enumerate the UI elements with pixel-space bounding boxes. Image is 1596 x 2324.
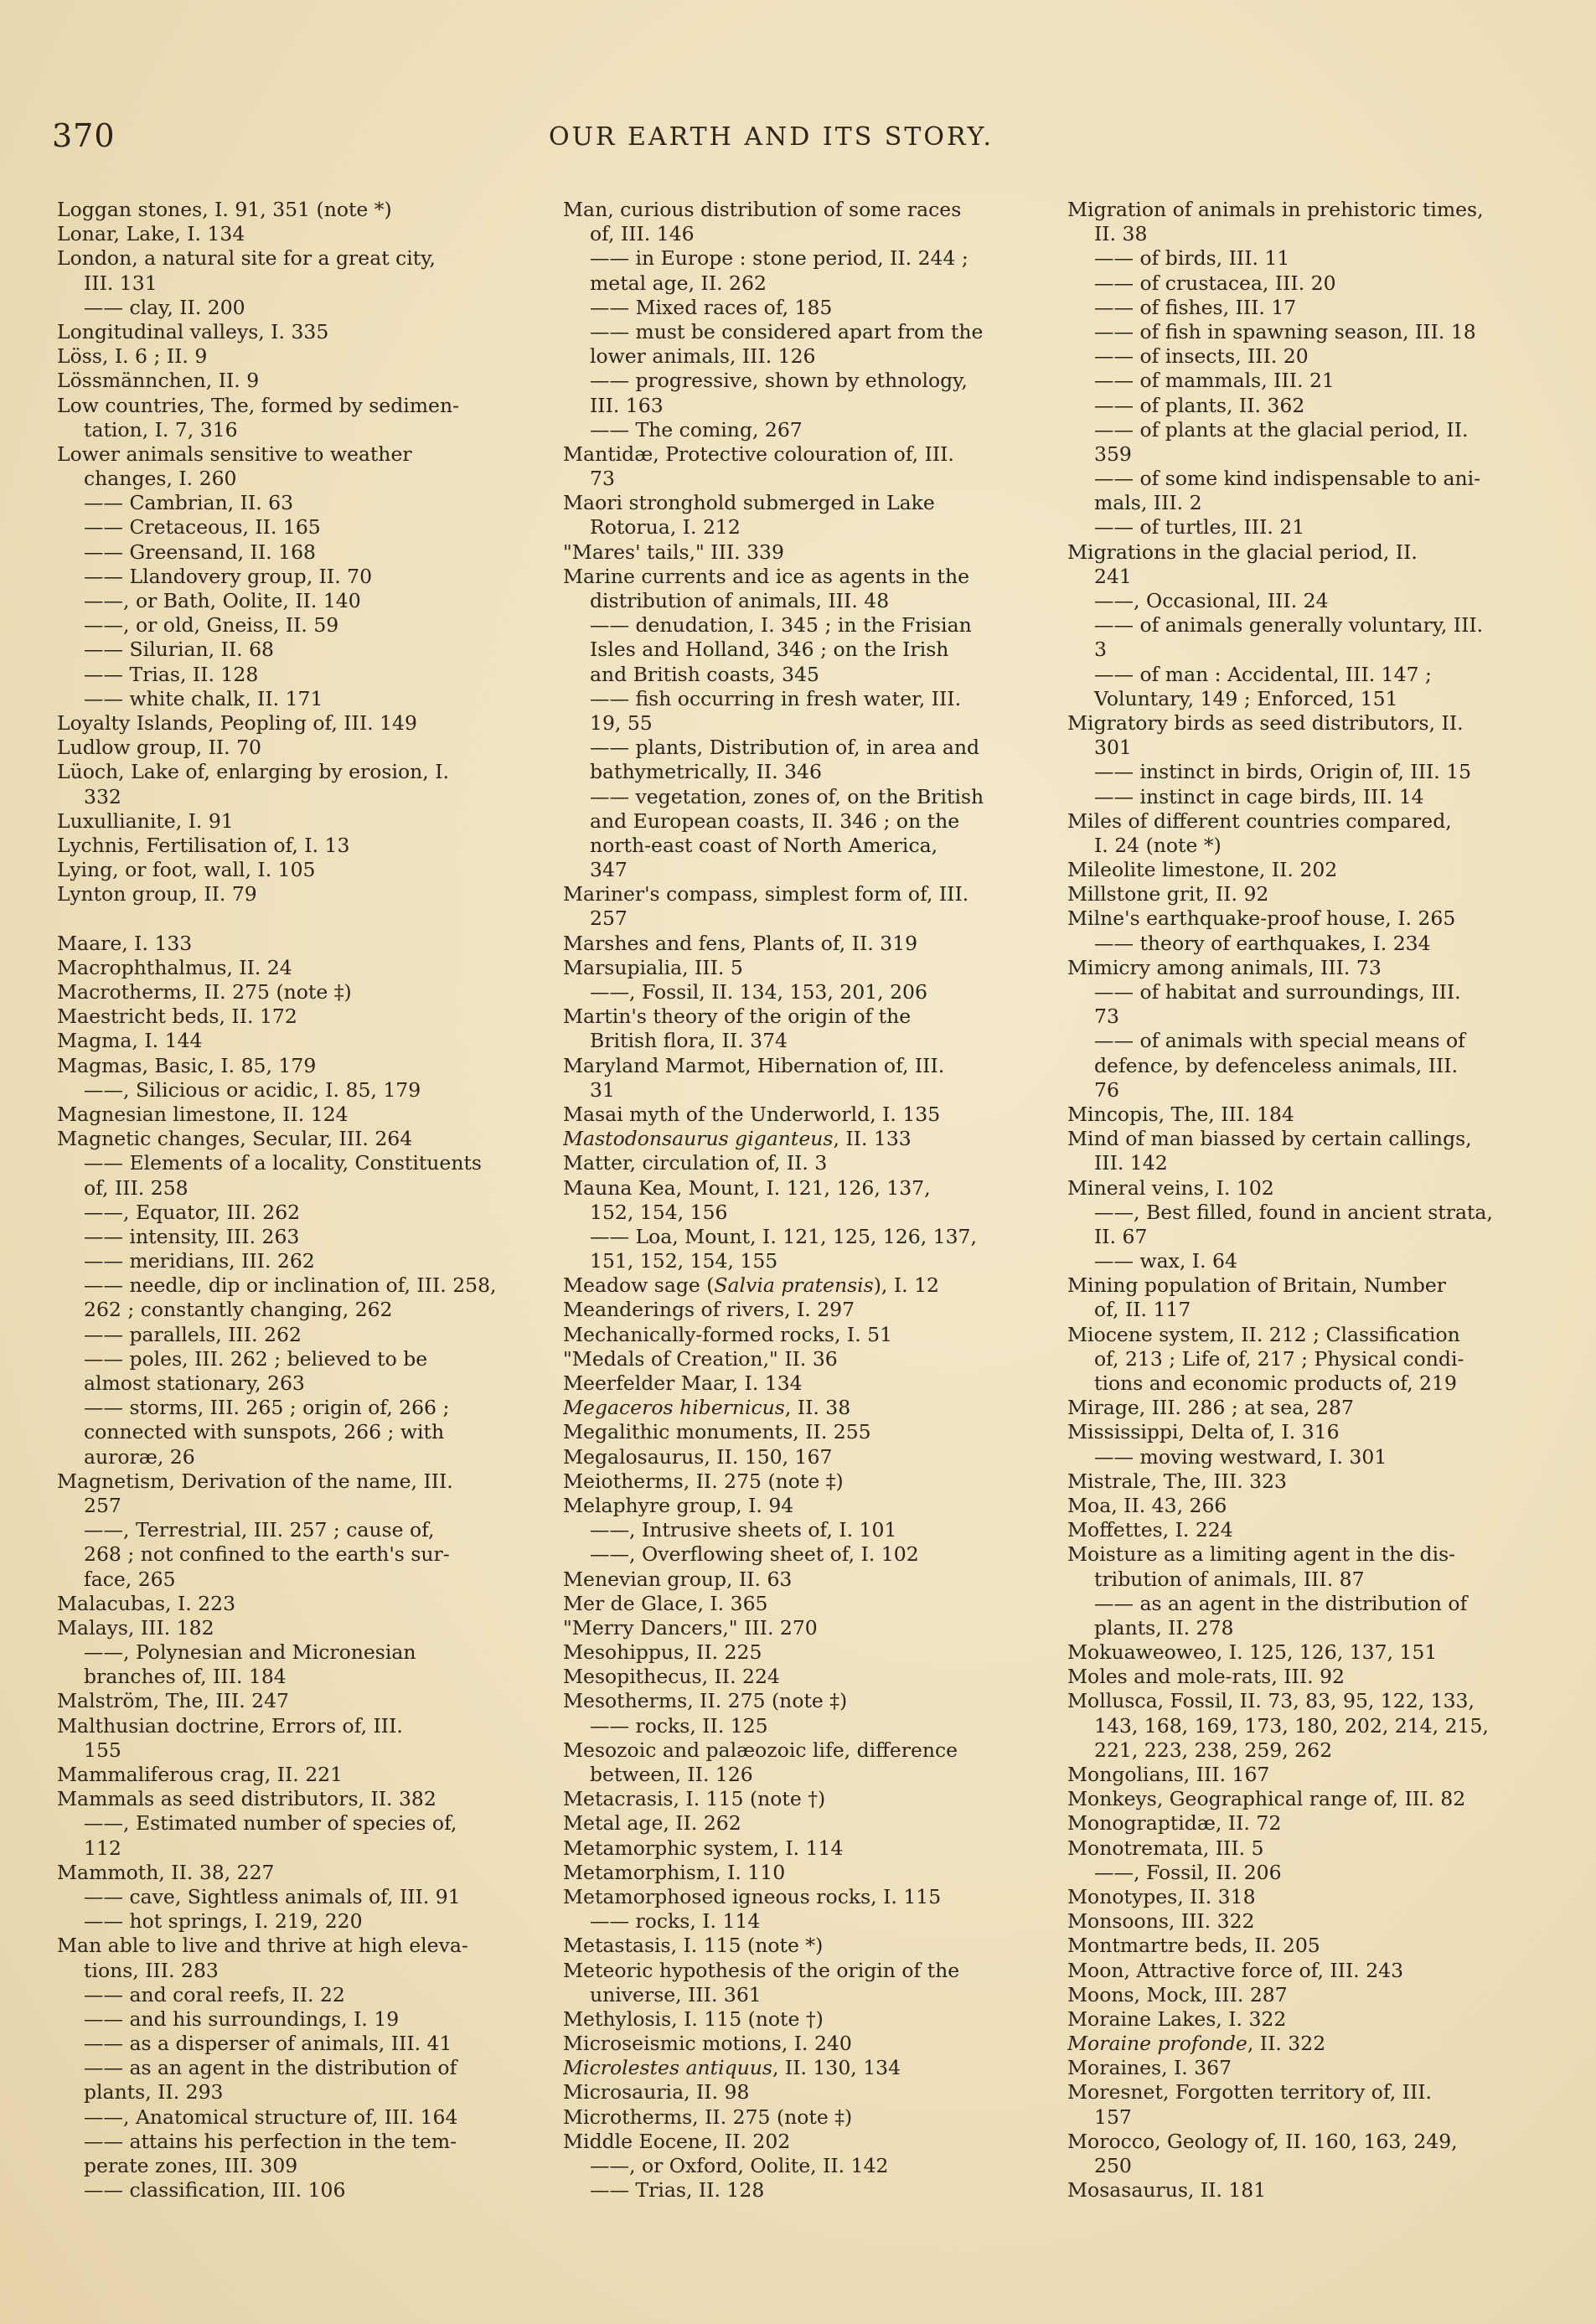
index-entry: ——, Equator, III. 262 <box>84 1200 301 1224</box>
index-entry: Löss, I. 6 ; II. 9 <box>57 344 208 369</box>
index-column-3 <box>1067 198 1532 2225</box>
index-entry: 143, 168, 169, 173, 180, 202, 214, 215, <box>1094 1713 1489 1738</box>
index-entry: Metastasis, I. 115 (note *) <box>563 1934 824 1958</box>
index-entry: Meerfelder Maar, I. 134 <box>563 1371 803 1395</box>
index-entry: Mammoth, II. 38, 227 <box>57 1860 275 1884</box>
index-entry: Lynton group, II. 79 <box>57 882 257 906</box>
index-entry: tation, I. 7, 316 <box>84 417 238 442</box>
index-entry: —— as an agent in the distribution of <box>84 2056 457 2080</box>
index-entry: "Mares' tails," III. 339 <box>563 540 784 564</box>
index-entry: tions and economic products of, 219 <box>1094 1371 1457 1395</box>
index-entry: —— Cretaceous, II. 165 <box>84 515 321 540</box>
index-entry: perate zones, III. 309 <box>84 2154 298 2177</box>
index-entry: British flora, II. 374 <box>590 1029 788 1053</box>
index-entry: Magnetic changes, Secular, III. 264 <box>57 1127 413 1151</box>
index-entry: Mineral veins, I. 102 <box>1067 1175 1274 1200</box>
index-entry: —— poles, III. 262 ; believed to be <box>84 1346 428 1371</box>
index-entry: Maare, I. 133 <box>57 931 193 955</box>
index-entry: ——, Polynesian and Micronesian <box>84 1640 416 1665</box>
index-entry: —— and his surroundings, I. 19 <box>84 2006 400 2031</box>
index-entry: 241 <box>1094 564 1132 588</box>
index-entry: 151, 152, 154, 155 <box>590 1249 778 1273</box>
entry-italic-name: Salvia pratensis <box>714 1273 874 1298</box>
page-header <box>0 117 1596 168</box>
index-entry: —— attains his perfection in the tem- <box>84 2129 457 2153</box>
index-entry: Melaphyre group, I. 94 <box>563 1493 794 1517</box>
index-entry: —— Silurian, II. 68 <box>84 638 274 662</box>
index-entry: Millstone grit, II. 92 <box>1067 882 1269 906</box>
index-entry: —— of animals generally voluntary, III. <box>1094 613 1484 638</box>
index-entry: tribution of animals, III. 87 <box>1094 1567 1365 1591</box>
index-entry: —— theory of earthquakes, I. 234 <box>1094 931 1431 955</box>
index-entry: Mauna Kea, Mount, I. 121, 126, 137, <box>563 1175 931 1200</box>
index-entry: —— of habitat and surroundings, III. <box>1094 980 1461 1004</box>
index-entry: mals, III. 2 <box>1094 491 1202 515</box>
index-entry: 157 <box>1094 2105 1132 2129</box>
index-entry: Monkeys, Geographical range of, III. 82 <box>1067 1787 1466 1811</box>
entry-italic-name: Mastodonsaurus giganteus <box>563 1127 834 1151</box>
index-entry: Mesozoic and palæozoic life, difference <box>563 1738 958 1762</box>
index-entry: London, a natural site for a great city, <box>57 246 436 271</box>
index-entry: ——, Intrusive sheets of, I. 101 <box>590 1518 897 1542</box>
index-entry: —— of crustacea, III. 20 <box>1094 271 1336 295</box>
index-entry: III. 131 <box>84 271 158 295</box>
index-entry: —— meridians, III. 262 <box>84 1249 315 1273</box>
index-entry: ——, Terrestrial, III. 257 ; cause of, <box>84 1518 435 1542</box>
index-entry: Microtherms, II. 275 (note ‡) <box>563 2105 853 2129</box>
index-entry: tions, III. 283 <box>84 1958 219 1982</box>
index-entry: 73 <box>1094 1004 1119 1029</box>
index-entry: Moa, II. 43, 266 <box>1067 1493 1227 1517</box>
index-entry: —— white chalk, II. 171 <box>84 686 323 710</box>
index-entry: —— intensity, III. 263 <box>84 1224 300 1248</box>
index-entry: plants, II. 278 <box>1094 1615 1234 1640</box>
index-entry: Loggan stones, I. 91, 351 (note *) <box>57 198 392 221</box>
index-entry: —— hot springs, I. 219, 220 <box>84 1909 363 1934</box>
index-entry: 221, 223, 238, 259, 262 <box>1094 1738 1333 1762</box>
index-entry: Migratory birds as seed distributors, II. <box>1067 710 1464 735</box>
index-entry: Monotypes, II. 318 <box>1067 1884 1256 1908</box>
index-entry: ——, Fossil, II. 206 <box>1094 1860 1282 1884</box>
index-column-1 <box>57 198 522 2225</box>
entry-italic-name: Microlestes antiquus <box>563 2056 772 2080</box>
index-entry: Isles and Holland, 346 ; on the Irish <box>590 638 949 662</box>
index-entry: —— vegetation, zones of, on the British <box>590 784 984 808</box>
index-entry: 257 <box>590 906 628 931</box>
index-entry: 152, 154, 156 <box>590 1200 728 1224</box>
index-entry: Miocene system, II. 212 ; Classification <box>1067 1322 1460 1346</box>
index-entry: 31 <box>590 1077 615 1102</box>
index-entry: Voluntary, 149 ; Enforced, 151 <box>1094 686 1398 710</box>
index-entry: —— of turtles, III. 21 <box>1094 515 1305 540</box>
entry-italic-name: Moraine profonde <box>1067 2032 1247 2056</box>
index-entry: Matter, circulation of, II. 3 <box>563 1151 828 1175</box>
index-entry: defence, by defenceless animals, III. <box>1094 1053 1459 1077</box>
index-entry: Malays, III. 182 <box>57 1615 214 1640</box>
index-entry: ——, Silicious or acidic, I. 85, 179 <box>84 1077 421 1102</box>
index-entry: ——, or Oxford, Oolite, II. 142 <box>590 2154 889 2177</box>
index-entry: Lying, or foot, wall, I. 105 <box>57 858 316 882</box>
index-entry: —— instinct in cage birds, III. 14 <box>1094 784 1424 808</box>
index-entry: changes, I. 260 <box>84 467 237 491</box>
index-entry: 257 <box>84 1493 121 1517</box>
index-entry: —— classification, III. 106 <box>84 2178 346 2203</box>
index-entry: —— Elements of a locality, Constituents <box>84 1151 482 1175</box>
index-entry: 347 <box>590 858 628 882</box>
index-entry: —— cave, Sightless animals of, III. 91 <box>84 1884 461 1908</box>
index-entry: Mariner's compass, simplest form of, III. <box>563 882 969 906</box>
index-entry: Lower animals sensitive to weather <box>57 442 412 466</box>
index-entry: Marine currents and ice as agents in the <box>563 564 970 588</box>
index-entry: north-east coast of North America, <box>590 833 938 857</box>
index-entry: Mechanically-formed rocks, I. 51 <box>563 1322 893 1346</box>
index-entry: Lössmännchen, II. 9 <box>57 369 260 393</box>
index-entry: 155 <box>84 1738 121 1762</box>
index-entry: Magnetism, Derivation of the name, III. <box>57 1469 453 1493</box>
index-entry: —— of man : Accidental, III. 147 ; <box>1094 662 1432 686</box>
index-entry: Middle Eocene, II. 202 <box>563 2129 791 2153</box>
index-entry: —— as an agent in the distribution of <box>1094 1591 1468 1615</box>
index-entry: Mimicry among animals, III. 73 <box>1067 955 1382 979</box>
index-entry: Moons, Mock, III. 287 <box>1067 1982 1288 2006</box>
index-entry: Mammaliferous crag, II. 221 <box>57 1763 343 1786</box>
index-entry: Lonar, Lake, I. 134 <box>57 222 245 246</box>
index-entry: Metal age, II. 262 <box>563 1811 741 1836</box>
index-entry: Moon, Attractive force of, III. 243 <box>1067 1958 1404 1982</box>
index-entry: III. 142 <box>1094 1151 1168 1175</box>
index-entry: Magnesian limestone, II. 124 <box>57 1102 349 1126</box>
index-entry: Microsauria, II. 98 <box>563 2080 750 2105</box>
index-entry: ——, Fossil, II. 134, 153, 201, 206 <box>590 980 927 1004</box>
index-entry: and British coasts, 345 <box>590 662 819 686</box>
index-entry: Lüoch, Lake of, enlarging by erosion, I. <box>57 760 449 784</box>
index-entry: "Merry Dancers," III. 270 <box>563 1615 818 1640</box>
index-entry: Mokuaweoweo, I. 125, 126, 137, 151 <box>1067 1640 1438 1665</box>
index-entry: metal age, II. 262 <box>590 271 767 295</box>
index-entry: —— Trias, II. 128 <box>84 662 259 686</box>
index-entry: plants, II. 293 <box>84 2080 224 2105</box>
index-entry: ——, Anatomical structure of, III. 164 <box>84 2105 458 2129</box>
index-entry: ——, Occasional, III. 24 <box>1094 589 1329 612</box>
index-entry: —— of plants at the glacial period, II. <box>1094 417 1469 442</box>
index-entry: Mammals as seed distributors, II. 382 <box>57 1787 436 1811</box>
index-entry: Marsupialia, III. 5 <box>563 955 743 979</box>
blank-line <box>57 906 522 931</box>
index-entry: —— of fish in spawning season, III. 18 <box>1094 319 1476 343</box>
index-entry: Masai myth of the Underworld, I. 135 <box>563 1102 941 1126</box>
index-entry: Low countries, The, formed by sedimen- <box>57 393 460 417</box>
index-entry: connected with sunspots, 266 ; with <box>84 1420 445 1444</box>
index-entry: Moraine Lakes, I. 322 <box>1067 2006 1287 2031</box>
index-entry: Malström, The, III. 247 <box>57 1689 289 1713</box>
index-entry: —— Mixed races of, 185 <box>590 295 833 319</box>
index-entry: Moles and mole-rats, III. 92 <box>1067 1665 1345 1689</box>
index-entry: Magmas, Basic, I. 85, 179 <box>57 1053 317 1077</box>
entry-italic-name: Megaceros hibernicus <box>563 1396 785 1420</box>
index-entry: almost stationary, 263 <box>84 1371 305 1395</box>
index-entry: —— instinct in birds, Origin of, III. 15 <box>1094 760 1472 784</box>
index-entry: —— The coming, 267 <box>590 417 803 442</box>
running-title: OUR EARTH AND ITS STORY. <box>549 122 994 152</box>
index-entry: —— of insects, III. 20 <box>1094 344 1309 369</box>
index-entry: Mileolite limestone, II. 202 <box>1067 858 1338 882</box>
index-entry: Moffettes, I. 224 <box>1067 1518 1233 1542</box>
index-entry: —— clay, II. 200 <box>84 295 245 319</box>
index-entry: Mollusca, Fossil, II. 73, 83, 95, 122, 133, <box>1067 1689 1475 1713</box>
index-entry: Maryland Marmot, Hibernation of, III. <box>563 1053 945 1077</box>
index-entry: Ludlow group, II. 70 <box>57 736 261 760</box>
index-entry: Moresnet, Forgotten territory of, III. <box>1067 2080 1433 2105</box>
index-entry: —— Loa, Mount, I. 121, 125, 126, 137, <box>590 1224 977 1248</box>
index-entry: —— Cambrian, II. 63 <box>84 491 294 515</box>
index-entry: II. 38 <box>1094 222 1148 246</box>
index-entry: Mesopithecus, II. 224 <box>563 1665 780 1689</box>
index-entry: —— in Europe : stone period, II. 244 ; <box>590 246 968 271</box>
index-entry: Man, curious distribution of some races <box>563 198 962 221</box>
index-entry: Lychnis, Fertilisation of, I. 13 <box>57 833 350 857</box>
index-entry: Migrations in the glacial period, II. <box>1067 540 1418 564</box>
index-entry: Mesohippus, II. 225 <box>563 1640 762 1665</box>
index-entry: —— of animals with special means of <box>1094 1029 1465 1053</box>
index-entry: Luxullianite, I. 91 <box>57 808 234 833</box>
index-entry: Mining population of Britain, Number <box>1067 1273 1447 1298</box>
index-entry: Magma, I. 144 <box>57 1029 203 1053</box>
index-entry: and European coasts, II. 346 ; on the <box>590 808 960 833</box>
index-entry: Man able to live and thrive at high eleva- <box>57 1934 468 1958</box>
index-entry: Macrophthalmus, II. 24 <box>57 955 292 979</box>
index-entry: —— Trias, II. 128 <box>590 2178 765 2203</box>
index-entry: auroræ, 26 <box>84 1444 195 1469</box>
index-entry: —— of mammals, III. 21 <box>1094 369 1335 393</box>
index-entry <box>1067 2032 1532 2056</box>
index-entry: —— moving westward, I. 301 <box>1094 1444 1387 1469</box>
index-entry: —— of fishes, III. 17 <box>1094 295 1297 319</box>
index-entry: "Medals of Creation," II. 36 <box>563 1346 838 1371</box>
index-entry <box>563 1273 1028 1298</box>
index-entry: Moisture as a limiting agent in the dis- <box>1067 1542 1456 1567</box>
index-entry: Malacubas, I. 223 <box>57 1591 236 1615</box>
index-entry: face, 265 <box>84 1567 176 1591</box>
index-entry: —— of birds, III. 11 <box>1094 246 1290 271</box>
index-entry: III. 163 <box>590 393 664 417</box>
index-entry: Loyalty Islands, Peopling of, III. 149 <box>57 710 417 735</box>
index-entry: Mistrale, The, III. 323 <box>1067 1469 1287 1493</box>
index-entry: Migration of animals in prehistoric times, <box>1067 198 1484 221</box>
index-entry: Mind of man biassed by certain callings, <box>1067 1127 1472 1151</box>
index-entry: Monotremata, III. 5 <box>1067 1836 1264 1860</box>
index-entry: 262 ; constantly changing, 262 <box>84 1298 393 1322</box>
index-entry: Miles of different countries compared, <box>1067 808 1452 833</box>
index-entry: —— must be considered apart from the <box>590 319 984 343</box>
index-entry: Metacrasis, I. 115 (note †) <box>563 1787 826 1811</box>
index-entry: —— Llandovery group, II. 70 <box>84 564 373 588</box>
index-entry: Metamorphic system, I. 114 <box>563 1836 844 1860</box>
index-entry: —— and coral reefs, II. 22 <box>84 1982 345 2006</box>
index-entry: 332 <box>84 784 121 808</box>
index-entry: Moraines, I. 367 <box>1067 2056 1232 2080</box>
index-entry: —— denudation, I. 345 ; in the Frisian <box>590 613 972 638</box>
index-entry: Maori stronghold submerged in Lake <box>563 491 935 515</box>
index-entry: 3 <box>1094 638 1107 662</box>
index-entry: II. 67 <box>1094 1224 1148 1248</box>
index-entry: Meteoric hypothesis of the origin of the <box>563 1958 960 1982</box>
index-entry: of, III. 146 <box>590 222 695 246</box>
index-entry: 76 <box>1094 1077 1119 1102</box>
index-entry: Megalithic monuments, II. 255 <box>563 1420 871 1444</box>
index-column-2 <box>563 198 1028 2225</box>
index-entry: —— as a disperser of animals, III. 41 <box>84 2032 452 2056</box>
entry-text: , II. 133 <box>833 1127 912 1151</box>
index-entry: —— rocks, I. 114 <box>590 1909 761 1934</box>
index-entry: Mosasaurus, II. 181 <box>1067 2178 1267 2203</box>
index-entry: 268 ; not confined to the earth's sur- <box>84 1542 450 1567</box>
index-entry: —— rocks, II. 125 <box>590 1713 768 1738</box>
index-entry: 250 <box>1094 2154 1132 2177</box>
index-entry <box>563 1127 1028 1151</box>
index-entry: Mer de Glace, I. 365 <box>563 1591 768 1615</box>
index-entry: ——, Estimated number of species of, <box>84 1811 457 1836</box>
index-entry: Martin's theory of the origin of the <box>563 1004 912 1029</box>
index-entry: I. 24 (note *) <box>1094 833 1222 857</box>
index-entry: Milne's earthquake-proof house, I. 265 <box>1067 906 1456 931</box>
index-entry: —— Greensand, II. 168 <box>84 540 316 564</box>
entry-text: , II. 38 <box>784 1396 851 1420</box>
index-entry: Morocco, Geology of, II. 160, 163, 249, <box>1067 2129 1458 2153</box>
index-entry: ——, or Bath, Oolite, II. 140 <box>84 589 361 612</box>
index-entry: Mississippi, Delta of, I. 316 <box>1067 1420 1340 1444</box>
index-entry: ——, Overflowing sheet of, I. 102 <box>590 1542 919 1567</box>
entry-text: Meadow sage ( <box>563 1273 715 1298</box>
index-entry: Rotorua, I. 212 <box>590 515 741 540</box>
index-entry: branches of, III. 184 <box>84 1665 287 1689</box>
index-entry: Microseismic motions, I. 240 <box>563 2032 852 2056</box>
index-entry: —— fish occurring in fresh water, III. <box>590 686 962 710</box>
index-entry: —— of plants, II. 362 <box>1094 393 1305 417</box>
index-entry: —— needle, dip or inclination of, III. 258, <box>84 1273 497 1298</box>
index-entry: 73 <box>590 467 615 491</box>
page-number: 370 <box>52 117 116 154</box>
index-entry: distribution of animals, III. 48 <box>590 589 890 612</box>
index-entry: lower animals, III. 126 <box>590 344 816 369</box>
index-entry: —— of some kind indispensable to ani- <box>1094 467 1481 491</box>
index-entry: Mantidæ, Protective colouration of, III. <box>563 442 954 466</box>
index-entry: Meanderings of rivers, I. 297 <box>563 1298 855 1322</box>
index-entry: of, III. 258 <box>84 1175 189 1200</box>
index-entry <box>563 1396 1028 1420</box>
index-entry: 359 <box>1094 442 1132 466</box>
index-entry: —— wax, I. 64 <box>1094 1249 1237 1273</box>
index-entry: Mincopis, The, III. 184 <box>1067 1102 1294 1126</box>
index-entry: between, II. 126 <box>590 1763 753 1786</box>
index-entry: ——, Best filled, found in ancient strata, <box>1094 1200 1493 1224</box>
index-entry: Monograptidæ, II. 72 <box>1067 1811 1282 1836</box>
entry-text: , II. 130, 134 <box>772 2056 901 2080</box>
index-entry: universe, III. 361 <box>590 1982 762 2006</box>
index-entry: Macrotherms, II. 275 (note ‡) <box>57 980 352 1004</box>
index-entry: of, 213 ; Life of, 217 ; Physical condi- <box>1094 1346 1464 1371</box>
index-entry: bathymetrically, II. 346 <box>590 760 822 784</box>
index-entry <box>563 2056 1028 2080</box>
index-entry: Mongolians, III. 167 <box>1067 1763 1270 1786</box>
index-entry: —— parallels, III. 262 <box>84 1322 302 1346</box>
index-entry: Longitudinal valleys, I. 335 <box>57 319 329 343</box>
index-entry: Metamorphosed igneous rocks, I. 115 <box>563 1884 942 1908</box>
index-entry: Monsoons, III. 322 <box>1067 1909 1255 1934</box>
index-entry: of, II. 117 <box>1094 1298 1191 1322</box>
index-entry: —— storms, III. 265 ; origin of, 266 ; <box>84 1396 450 1420</box>
index-entry: 19, 55 <box>590 710 653 735</box>
entry-text: , II. 322 <box>1247 2032 1326 2056</box>
index-entry: 112 <box>84 1836 121 1860</box>
entry-text: ), I. 12 <box>873 1273 939 1298</box>
index-entry: Methylosis, I. 115 (note †) <box>563 2006 824 2031</box>
index-entry: 301 <box>1094 736 1132 760</box>
index-entry: Meiotherms, II. 275 (note ‡) <box>563 1469 844 1493</box>
index-entry: Mesotherms, II. 275 (note ‡) <box>563 1689 848 1713</box>
index-entry: Montmartre beds, II. 205 <box>1067 1934 1320 1958</box>
index-entry: Metamorphism, I. 110 <box>563 1860 786 1884</box>
index-entry: Marshes and fens, Plants of, II. 319 <box>563 931 918 955</box>
index-entry: Menevian group, II. 63 <box>563 1567 793 1591</box>
index-entry: Malthusian doctrine, Errors of, III. <box>57 1713 403 1738</box>
index-entry: ——, or old, Gneiss, II. 59 <box>84 613 339 638</box>
index-entry: Mirage, III. 286 ; at sea, 287 <box>1067 1396 1354 1420</box>
index-entry: —— plants, Distribution of, in area and <box>590 736 980 760</box>
index-entry: —— progressive, shown by ethnology, <box>590 369 968 393</box>
index-entry: Megalosaurus, II. 150, 167 <box>563 1444 833 1469</box>
index-entry: Maestricht beds, II. 172 <box>57 1004 297 1029</box>
